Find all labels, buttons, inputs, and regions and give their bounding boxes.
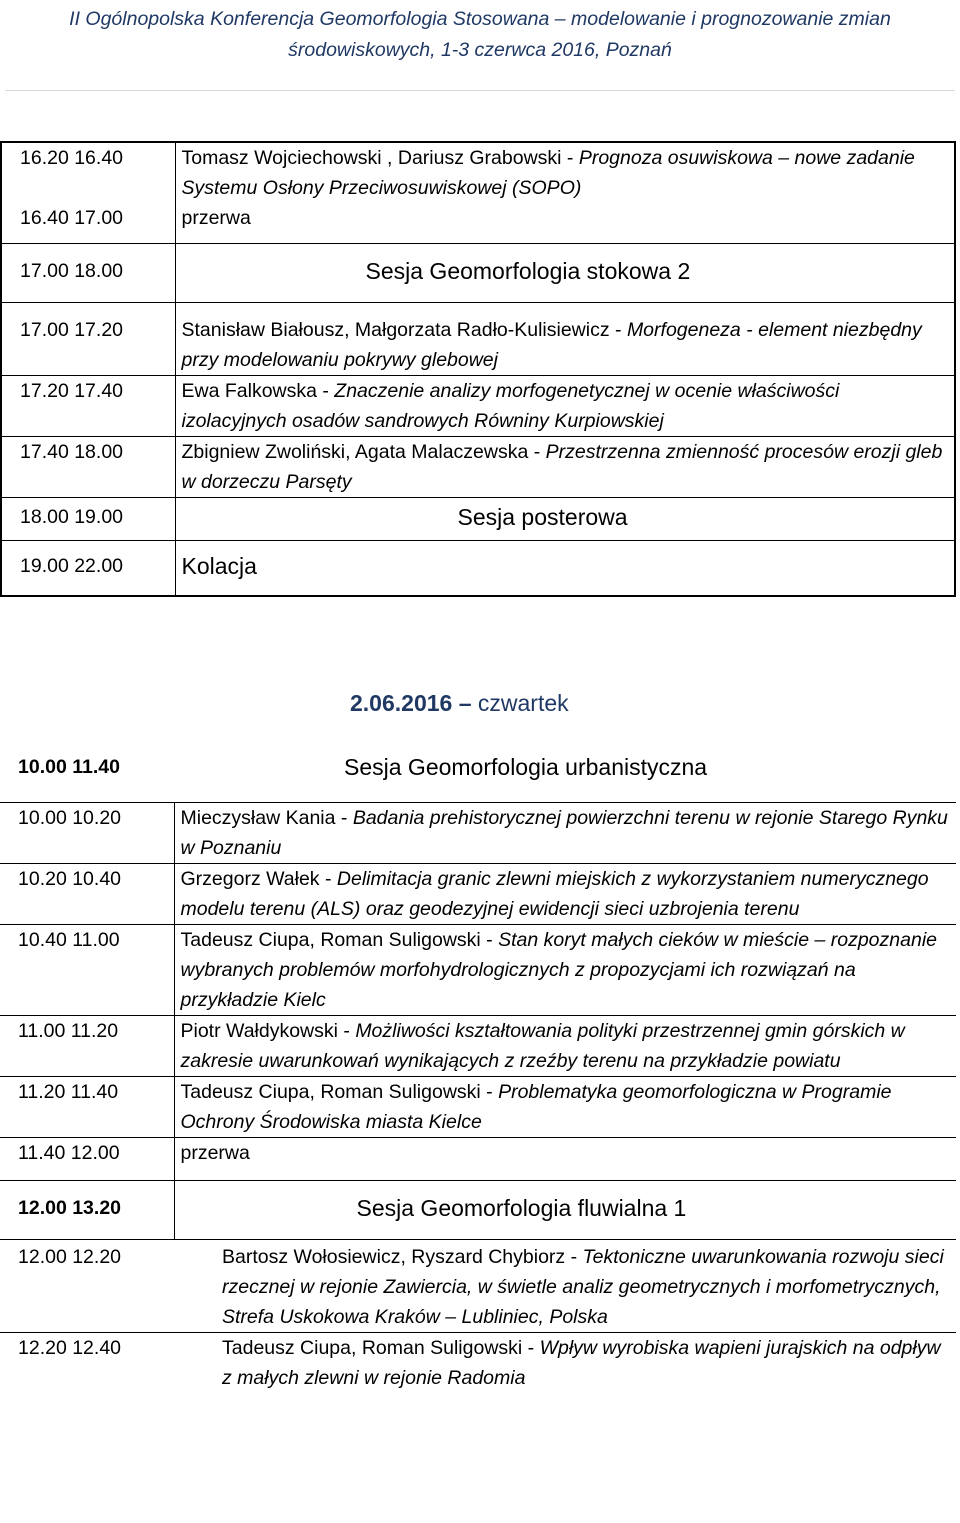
schedule-row [0,1138,956,1181]
time-slot: 12.20 12.40 [0,1333,174,1394]
schedule-row [0,1240,956,1333]
schedule-row [1,376,955,437]
session-row [1,541,955,597]
header-divider [5,90,955,91]
talk-authors: Zbigniew Zwoliński, Agata Malaczewska - [181,441,546,463]
schedule-row [0,925,956,1016]
session-row [0,752,956,803]
talk-title: Stan koryt małych cieków w mieście – rozpoznanie wybranych problemów morfohydrologicznych z propozycjami ich rozwiązań na przykładzie Kielc [180,929,937,1011]
schedule-row [1,303,955,376]
header-line-2: środowiskowych, 1-3 czerwca 2016, Poznań [288,39,672,61]
time-slot: 12.00 13.20 [0,1181,174,1240]
time-slot: 10.20 10.40 [0,864,174,925]
time-slot: 16.20 16.40 [1,142,175,203]
talk-entry [174,864,956,925]
time-slot: 10.00 11.40 [18,756,120,778]
talk-title: Wpływ wyrobiska wapieni jurajskich na odpływ z małych zlewni w rejonie Radomia [222,1337,941,1389]
time-slot: 10.00 10.20 [0,803,174,864]
dinner-label: Kolacja [175,541,955,597]
time-slot: 18.00 19.00 [1,498,175,541]
time-slot: 19.00 22.00 [1,541,175,597]
talk-authors: Tadeusz Ciupa, Roman Suligowski - [222,1337,540,1359]
talk-entry [174,1333,956,1394]
time-slot: 11.00 11.20 [0,1016,174,1077]
session-title: Sesja Geomorfologia urbanistyczna [344,754,708,780]
schedule-row [0,1333,956,1394]
talk-title: Tektoniczne uwarunkowania rozwoju sieci rzecznej w rejonie Zawiercia, w świetle analiz geometrycznych i morfometrycznych, Strefa Uskokowa Kraków – Lubliniec, Polska [222,1246,944,1328]
talk-title: Przestrzenna zmienność procesów erozji gleb w dorzeczu Parsęty [181,441,943,493]
talk-authors: Tadeusz Ciupa, Roman Suligowski - [180,1081,499,1103]
schedule-table-day2 [0,752,956,1393]
talk-title: Problematyka geomorfologiczna w Programie Ochrony Środowiska miasta Kielce [180,1081,892,1133]
talk-entry [175,437,955,498]
talk-entry [174,925,956,1016]
day-date: 2.06.2016 – [350,690,478,716]
time-slot: 17.40 18.00 [1,437,175,498]
talk-authors: Mieczysław Kania - [180,807,353,829]
day-heading [350,690,569,717]
time-slot: 10.40 11.00 [0,925,174,1016]
schedule-row [0,1016,956,1077]
schedule-row [1,203,955,244]
schedule-row [1,437,955,498]
talk-authors: Bartosz Wołosiewicz, Ryszard Chybiorz - [222,1246,583,1268]
session-row [1,498,955,541]
talk-title: Prognoza osuwiskowa – nowe zadanie Systemu Osłony Przeciwosuwiskowej (SOPO) [181,147,915,199]
schedule-row [0,803,956,864]
talk-authors: Piotr Wałdykowski - [180,1020,356,1042]
talk-entry [174,1016,956,1077]
time-slot: 17.00 18.00 [1,244,175,303]
schedule-row [0,864,956,925]
time-slot: 11.40 12.00 [0,1138,174,1181]
schedule-row [0,1077,956,1138]
talk-entry [174,1077,956,1138]
conference-header [0,4,960,66]
break-label: przerwa [174,1138,956,1181]
time-slot: 16.40 17.00 [1,203,175,244]
session-row [0,1181,956,1240]
talk-entry [175,376,955,437]
talk-entry [175,303,955,376]
talk-title: Znaczenie analizy morfogenetycznej w ocenie właściwości izolacyjnych osadów sandrowych Równiny Kurpiowskiej [181,380,840,432]
talk-authors: Grzegorz Wałek - [180,868,337,890]
schedule-table-day1 [0,141,956,597]
schedule-row [1,142,955,203]
time-slot: 12.00 12.20 [0,1240,174,1333]
day-weekday: czwartek [477,690,569,716]
break-label: przerwa [175,203,955,244]
talk-entry [174,803,956,864]
talk-title: Delimitacja granic zlewni miejskich z wykorzystaniem numerycznego modelu terenu (ALS) oraz geodezyjnej ewidencji sieci uzbrojenia terenu [180,868,929,920]
session-title: Sesja posterowa [175,498,955,541]
session-title: Sesja Geomorfologia stokowa 2 [175,244,955,303]
time-slot: 17.00 17.20 [1,303,175,376]
session-row [1,244,955,303]
time-slot: 11.20 11.40 [0,1077,174,1138]
talk-authors: Stanisław Białousz, Małgorzata Radło-Kulisiewicz - [181,319,627,341]
talk-authors: Tadeusz Ciupa, Roman Suligowski - [180,929,499,951]
talk-entry [174,1240,956,1333]
session-title: Sesja Geomorfologia fluwialna 1 [174,1181,956,1240]
talk-title: Możliwości kształtowania polityki przestrzennej gmin górskich w zakresie uwarunkowań wynikających z rzeźby terenu na przykładzie powiatu [180,1020,905,1072]
talk-title: Morfogeneza - element niezbędny przy modelowaniu pokrywy glebowej [181,319,922,371]
talk-entry [175,142,955,203]
talk-title: Badania prehistorycznej powierzchni terenu w rejonie Starego Rynku w Poznaniu [180,807,948,859]
talk-authors: Tomasz Wojciechowski , Dariusz Grabowski - [181,147,579,169]
talk-authors: Ewa Falkowska - [181,380,335,402]
header-line-1: II Ogólnopolska Konferencja Geomorfologia Stosowana – modelowanie i prognozowanie zmian [69,8,891,30]
time-slot: 17.20 17.40 [1,376,175,437]
